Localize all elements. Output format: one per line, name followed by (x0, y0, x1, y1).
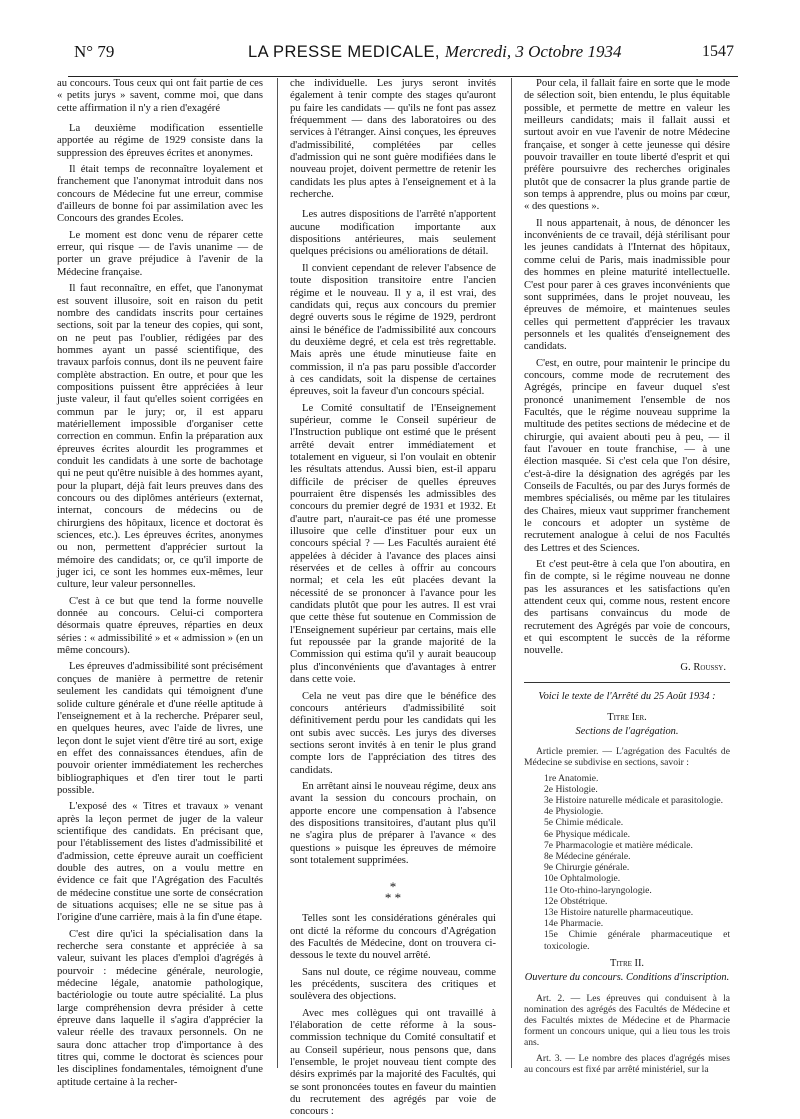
author-signature: G. Roussy. (680, 661, 726, 673)
article-1: Article premier. — L'agrégation des Facultés de Médecine se subdivise en sections, savoir : (524, 746, 730, 769)
article-3: Art. 3. — Le nombre des places d'agrégés mises au concours est fixé par arrêté ministériel, sur la (524, 1052, 730, 1075)
paragraph: C'est à ce but que tend la forme nouvelle donnée au concours. Celui-ci comportera désormais quatre épreuves, réparties en deux séries : « admissibilité » et « admission » (en un même concours). (57, 595, 263, 657)
decree-body-2 (524, 993, 730, 1075)
issue-number: N° 79 (74, 42, 115, 61)
paragraph: au concours. Tous ceux qui ont fait partie de ces « petits jurys » savent, comme moi, que dans cette affirmation il n'y a rien d'exagéré (57, 78, 263, 114)
list-item: 1re Anatomie. (544, 772, 599, 784)
paragraph: C'est dire qu'ici la spécialisation dans la recherche sera constante et appréciée à sa valeur, suivant les places d'emploi d'agrégés à pourvoir : médecine générale, neurologie, médecine légale, anatomie pathologique, bactériologie ou toute autre spécialité. La plus large compréhension devra présider à cette épreuve dans laquelle il s'agira d'apprécier la valeur réelle des travaux personnels. On ne saura donc attacher trop d'importance à des titres qui, comme le doctorat ès sciences pour les disciplines fondamentales, témoignent d'une aptitude certaine à la recher- (57, 928, 263, 1088)
column-rule-2 (511, 78, 512, 1068)
paragraph: Telles sont les considérations générales qui ont dicté la réforme du concours d'Agrégation des Facultés de Médecine, dont on trouvera ci-dessous le texte du nouvel arrêté. (290, 913, 496, 962)
column-1 (57, 78, 263, 1088)
list-item: 12e Obstétrique. (544, 895, 608, 907)
list-item: 8e Médecine générale. (544, 851, 631, 863)
paragraph: Cela ne veut pas dire que le bénéfice des concours antérieurs d'admissibilité soit définitivement perdu pour les candidats qui les ont subis avec succès. Les jurys des diverses sections seront invités à en tenir le plus grand compte lors de l'appréciation des titres des candidats. (290, 690, 496, 776)
paragraph: Il convient cependant de relever l'absence de toute disposition transitoire entre l'ancien régime et le nouveau. Il y a, il est vrai, des candidats qui, reçus aux concours du premier degré ouverts sous le régime de 1929, perdront ainsi le bénéfice de l'admissibilité aux concours du deuxième degré, et cela est très regrettable. Mais après une étude minutieuse faite en commission, il n'a pas paru possible d'accorder à ces candidats, soit la dispense de certaines épreuves, soit la faveur d'un concours spécial. (290, 262, 496, 398)
list-item: 13e Histoire naturelle pharmaceutique. (544, 907, 694, 919)
list-item: 2e Histologie. (544, 783, 598, 795)
paragraph: Sans nul doute, ce régime nouveau, comme les précédents, suscitera des critiques et soulèvera des objections. (290, 966, 496, 1003)
section-asterisks (290, 879, 496, 906)
paragraph: Les épreuves d'admissibilité sont précisément conçues de manière à permettre de retenir seulement les candidats qui témoignent d'une solide culture générale et d'une réelle aptitude à l'enseignement et à la recherche. Préparer seul, en quelques heures, avec l'aide de livres, une leçon dont le sujet vient d'être tiré au sort, exige en effet des connaissances étendues, afin de pouvoir orienter immédiatement les recherches bibliographiques et d'en tirer tout le parti possible. (57, 661, 263, 796)
section-divider (524, 682, 730, 683)
page-number: 1547 (702, 43, 734, 60)
paragraph: L'exposé des « Titres et travaux » venant après la leçon permet de juger de la valeur scientifique des candidats. En précisant que, pour l'établissement des listes d'admissibilité et d'admission, cette épreuve aurait un coefficient double des autres, on a voulu mettre en évidence ce fait que l'Agrégation des Facultés de médecine constitue une sorte de consécration de situations acquises; elle ne se situe pas à l'origine d'une carrière, mais à la fin d'une étape. (57, 801, 263, 924)
paragraph: Il était temps de reconnaître loyalement et franchement que l'anonymat introduit dans nos concours de Médecine fut une erreur, commise d'ailleurs de bonne foi par assimilation avec les Concours des grandes Ecoles. (57, 164, 263, 225)
column-3 (524, 78, 730, 1073)
list-item: 15e Chimie générale pharmaceutique et toxicologie. (544, 929, 730, 952)
decree-body-1 (524, 746, 730, 952)
decree-title-2: Titre II. (609, 957, 644, 969)
paragraph: Et c'est peut-être à cela que l'on aboutira, en fin de compte, si le régime nouveau ne donne pas les assurances et les satisfactions qu'en attendent ceux qui, comme nous, restent encore des partisans convaincus du mode de recrutement des Agrégés par voie de concours, et qui escomptent le succès de la réforme nouvelle. (524, 559, 730, 657)
list-item: 4e Physiologie. (544, 806, 604, 818)
list-item: 6e Physique médicale. (544, 828, 631, 840)
paragraph: Avec mes collègues qui ont travaillé à l'élaboration de cette réforme à la sous-commission technique du Comité consultatif et au Conseil supérieur, nous pensons que, dans l'ensemble, le projet nouveau tient compte des désirs exprimés par la majorité des Facultés, qui se sont prononcées toutes en faveur du maintien du recrutement des agrégés par voie de concours : (290, 1007, 496, 1118)
list-item: 3e Histoire naturelle médicale et parasitologie. (544, 795, 724, 806)
column-rule-1 (277, 78, 278, 1068)
asterism: * * * (384, 879, 402, 906)
paragraph: che individuelle. Les jurys seront invités également à tenir compte des stages qu'auront pu faire les candidats — qu'ils ne font pas assez fréquemment — dans des laboratoires ou des services à l'étranger. Ainsi conçues, les épreuves d'admissibilité, complétées par celles d'admission qui ne sont guère modifiées dans le nouveau projet, doivent permettre de retenir les candidats les plus aptes à l'enseignement et à la recherche. (290, 78, 496, 201)
paragraph: Pour cela, il fallait faire en sorte que le mode de sélection soit, bien entendu, le plus équitable possible, et permette de mettre en valeur les meilleurs candidats; mais il fallait aussi et surtout avoir en vue l'avenir de notre Médecine française, et songer à cette jeunesse qui désire pouvoir travailler en toute liberté d'esprit et qui préfère poursuivre des recherches originales plutôt que de consacrer la plus grande partie de son temps à apprendre, plus ou moins par cœur, « des questions ». (524, 78, 730, 213)
journal-name: LA PRESSE MEDICALE, (248, 43, 440, 61)
issue-date: Mercredi, 3 Octobre 1934 (444, 42, 622, 61)
sections-list (524, 773, 730, 952)
list-item: 11e Oto-rhino-laryngologie. (544, 884, 652, 896)
paragraph: Il faut reconnaître, en effet, que l'anonymat est souvent illusoire, soit en raison du petit nombre des candidats inscrits pour certaines sections, soit par la teneur des copies, qui sont, on ne peut pas l'oublier, rédigées par des hommes ayant un passé scientifique, des travaux parfois connus, dont ils ne peuvent faire complète abstraction. En outre, et pour que les compositions puissent être appréciées à leur juste valeur, il faut qu'elles soient corrigées en commun par le jury; or, il est apparu matériellement impossible d'organiser cette correction en commun. Enfin la préparation aux épreuves écrites alourdit les programmes et conduit les candidats à une sorte de bachotage qui ne peut qu'être nuisible à des hommes ayant, pour la plupart, déjà fait leurs preuves dans des concours ou des diplômes antérieurs (externat, internat, concours de médecins ou de chirurgiens des hôpitaux, licence et doctorat ès sciences, etc.). Les épreuves écrites, anonymes ou non, permettent d'apprécier surtout la mémoire des candidats; or, ce qu'il importe de juger ici, ce sont les hommes eux-mêmes, leur culture, leur valeur personnelles. (57, 283, 263, 591)
paragraph: Les autres dispositions de l'arrêté n'apportent aucune modification importante aux dispositions antérieures, mais seulement quelques précisions ou améliorations de détail. (290, 209, 496, 258)
paragraph: Le moment est donc venu de réparer cette erreur, qui risque — de l'avis unanime — de porter un grave préjudice à l'avenir de la Médecine française. (57, 229, 263, 278)
decree-intro: Voici le texte de l'Arrêté du 25 Août 1934 : (538, 691, 716, 703)
list-item: 10e Ophtalmologie. (544, 873, 621, 885)
list-item: 9e Chirurgie générale. (544, 862, 630, 874)
page-header (68, 36, 738, 77)
decree-title-1: Titre Ier. (607, 711, 647, 723)
paragraph: En arrêtant ainsi le nouveau régime, deux ans avant la session du concours prochain, on apporte encore une compensation à l'absence des dispositions transitoires, d'autant plus qu'il ne s'agira plus de préparer à l'avance « des questions » puisque les épreuves de mémoire sont totalement supprimées. (290, 780, 496, 866)
list-item: 7e Pharmacologie et matière médicale. (544, 839, 693, 851)
decree-title-1-subtitle: Sections de l'agrégation. (575, 725, 679, 737)
list-item: 14e Pharmacie. (544, 918, 604, 930)
paragraph: Il nous appartenait, à nous, de dénoncer les inconvénients de ce travail, déjà stérilisant pour les jeunes candidats à l'Internat des hôpitaux, comme celui de Paris, mais inadmissible pour des hommes en pleine maturité intellectuelle. C'est pour parer à ces graves inconvénients que sont supprimées, dans le projet nouveau, les épreuves de mémoire, et maintenues seules celles qui permettent d'apprécier les travaux personnels et les qualités d'enseignement des candidats. (524, 217, 730, 353)
article-2: Art. 2. — Les épreuves qui conduisent à la nomination des agrégés des Facultés de Médecine et des Facultés mixtes de Médecine et de Pharmacie forment un concours unique, qui a lieu tous les trois ans. (524, 992, 730, 1049)
journal-title (248, 42, 621, 62)
decree-title-2-subtitle: Ouverture du concours. Conditions d'inscription. (524, 972, 730, 984)
list-item: 5e Chimie médicale. (544, 817, 624, 829)
paragraph: C'est, en outre, pour maintenir le principe du concours, comme mode de recrutement des Agrégés, principe en faveur duquel s'est prononcé unanimement l'ensemble de nos Facultés, que le régime nouveau supprime la multitude des petites sections de médecine et de chirurgie, qui avaient abouti peu à peu, — il faut l'avouer en toute franchise, — à une élection masquée. Si c'est cela que l'on désire, c'est-à-dire la désignation des agrégés par les Conseils de Facultés, ou par des Jurys formés de membres spécialisés, ou même par les titulaires des Chaires, mieux vaut supprimer franchement le concours et adopter un système de recrutement analogue à celui de nos Facultés des Lettres et des Sciences. (524, 357, 730, 554)
paragraph: La deuxième modification essentielle apportée au régime de 1929 consiste dans la suppression des épreuves écrites et anonymes. (57, 123, 263, 159)
paragraph: Le Comité consultatif de l'Enseignement supérieur, comme le Conseil supérieur de l'Instruction publique ont estimé que le présent arrêté devait entrer immédiatement et totalement en vigueur, si l'on voulait en obtenir les résultats attendus. Aussi bien, est-il apparu difficile de préciser de quelles épreuves pourraient être dispensés les admissibles des concours du premier degré de 1931 et 1932. Et d'autre part, n'aurait-ce pas été une promesse illusoire que celle d'instituer pour eux un concours spécial ? — Les Facultés auraient été appelées à décider à l'avance des places ainsi réservées et de celles à offrir au concours normal; et cela les eût placées devant la nécessité de se prononcer à l'avance pour les candidats plutôt que pour les autres. Il est vrai que cette thèse fut soutenue en Commission de l'Enseignement supérieur par certains, mais elle fut repoussée par la grande majorité de la Commission qui estima qu'il y aurait beaucoup plus d'inconvénients que d'avantages à entrer dans cette voie. (290, 402, 496, 686)
column-2 (290, 78, 496, 1118)
